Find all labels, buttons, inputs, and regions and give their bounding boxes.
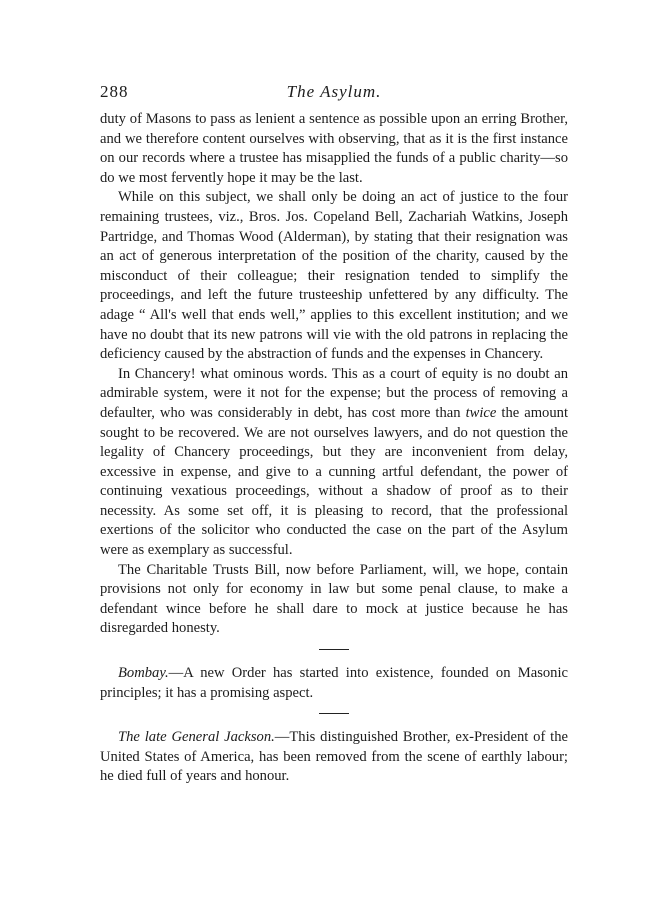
paragraph-text: While on this subject, we shall only be doing an act of justice to the four remaining trustees, viz., Bros. Jos. Copeland Bell, Zachariah Watkins, Joseph Partridge, and Thomas Wood (Alderman), by stating that their resignation was an act of generous interpretation of the position of the charity, caused by the misconduct of their colleague; their resignation tended to simplify the proceedings, and left the future trusteeship unfettered by any difficulty. The adage “ All's well that ends well,” applies to this excellent institution; and we have no doubt that its new patrons will vie with the old patrons in replacing the deficiency caused by the abstraction of funds and the expenses in Chancery. [100, 189, 568, 363]
note-text: —This distinguished Brother, ex-President of the United States of America, has been removed from the scene of earthly labour; he died full of years and honour. [100, 729, 568, 785]
page-number: 288 [100, 82, 129, 101]
note-text: —A new Order has started into existence, founded on Masonic principles; it has a promising aspect. [100, 665, 568, 701]
page [100, 82, 568, 787]
paragraph-charitable-trusts [100, 561, 568, 639]
note-general-jackson [100, 728, 568, 787]
page-header [100, 82, 568, 110]
note-heading: The late General Jackson. [118, 729, 275, 746]
paragraph-text: duty of Masons to pass as lenient a sentence as possible upon an erring Brother, and we therefore content ourselves with observing, that as it is the first instance on our records where a trustee has misapplied the funds of a public charity—so do we most fervently hope it may be the last. [100, 111, 568, 186]
note-heading: Bombay. [118, 665, 169, 682]
paragraph-continuation [100, 110, 568, 188]
section-divider [319, 713, 349, 714]
paragraph-chancery [100, 365, 568, 561]
note-bombay [100, 664, 568, 703]
paragraph-trustees [100, 188, 568, 364]
section-divider [319, 649, 349, 650]
emphasis-word: twice [465, 404, 497, 421]
paragraph-text: the amount sought to be recovered. We are not ourselves lawyers, and do not question the legality of Chancery proceedings, but they are inconvenient from delay, excessive in expense, and give to a cunning artful defendant, the power of continuing vexatious proceedings, without a shadow of proof as to their necessity. As some set off, it is pleasing to record, that the professional exertions of the solicitor who conducted the case on the part of the Asylum were as exemplary as successful. [100, 404, 569, 559]
paragraph-text: The Charitable Trusts Bill, now before Parliament, will, we hope, contain provisions not only for economy in law but some penal clause, to make a defendant wince before he shall dare to mock at justice because he has disregarded honesty. [100, 561, 568, 637]
running-head: The Asylum. [286, 82, 382, 101]
paragraph-text: In Chancery! what ominous words. This as a court of equity is no doubt an admirable system, were it not for the expense; but the process of removing a defaulter, who was considerably in debt, has cost more than [100, 365, 568, 421]
